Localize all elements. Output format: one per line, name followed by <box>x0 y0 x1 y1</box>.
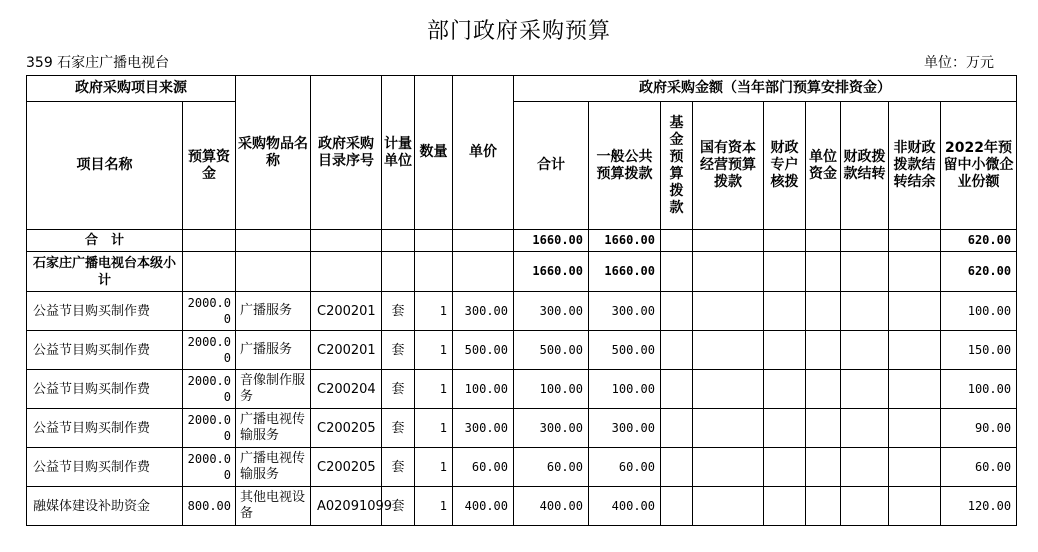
budget-fund-cell: 2000.00 <box>183 448 236 487</box>
table-row <box>27 292 1017 331</box>
catalog-no-cell: C200201 <box>311 292 382 331</box>
measure-unit-cell: 套 <box>382 292 415 331</box>
item-name-cell: 广播电视传输服务 <box>236 448 311 487</box>
header-unit-fund: 单位资金 <box>806 102 841 230</box>
catalog-no-cell: C200201 <box>311 331 382 370</box>
item-name-cell: 广播电视传输服务 <box>236 409 311 448</box>
total-cell: 100.00 <box>514 370 589 409</box>
unit-price-cell: 300.00 <box>453 409 514 448</box>
item-name-cell: 其他电视设备 <box>236 487 311 526</box>
sme-reserve-cell: 120.00 <box>941 487 1017 526</box>
catalog-no-cell: C200205 <box>311 409 382 448</box>
quantity-cell: 1 <box>415 409 453 448</box>
header-project-name: 项目名称 <box>27 102 183 230</box>
quantity-cell: 1 <box>415 487 453 526</box>
summary-total: 1660.00 <box>514 252 589 292</box>
header-fiscal-carryover: 财政拨款结转 <box>841 102 889 230</box>
unit-label: 单位：万元 <box>924 55 994 71</box>
catalog-no-cell: C200205 <box>311 448 382 487</box>
general-budget-cell: 60.00 <box>589 448 661 487</box>
total-cell: 500.00 <box>514 331 589 370</box>
header-total: 合计 <box>514 102 589 230</box>
header-state-capital: 国有资本经营预算拨款 <box>693 102 764 230</box>
summary-sme: 620.00 <box>941 252 1017 292</box>
header-sme-reserve: 2022年预留中小微企业份额 <box>941 102 1017 230</box>
summary-label: 合 计 <box>27 230 183 252</box>
unit-price-cell: 100.00 <box>453 370 514 409</box>
measure-unit-cell: 套 <box>382 409 415 448</box>
project-name-cell: 公益节目购买制作费 <box>27 292 183 331</box>
summary-row-total <box>27 230 1017 252</box>
table-row <box>27 370 1017 409</box>
header-measure-unit: 计量单位 <box>382 76 415 230</box>
catalog-no-cell: C200204 <box>311 370 382 409</box>
header-fund-budget: 基金预算拨款 <box>661 102 693 230</box>
header-source-group: 政府采购项目来源 <box>27 76 236 102</box>
summary-label: 石家庄广播电视台本级小计 <box>27 252 183 292</box>
summary-total: 1660.00 <box>514 230 589 252</box>
measure-unit-cell: 套 <box>382 487 415 526</box>
header-row-1 <box>27 76 1017 102</box>
sme-reserve-cell: 60.00 <box>941 448 1017 487</box>
header-item-name: 采购物品名称 <box>236 76 311 230</box>
summary-general: 1660.00 <box>589 252 661 292</box>
header-catalog-no: 政府采购目录序号 <box>311 76 382 230</box>
budget-fund-cell: 2000.00 <box>183 370 236 409</box>
general-budget-cell: 300.00 <box>589 292 661 331</box>
budget-fund-cell: 800.00 <box>183 487 236 526</box>
quantity-cell: 1 <box>415 331 453 370</box>
total-cell: 300.00 <box>514 292 589 331</box>
total-cell: 400.00 <box>514 487 589 526</box>
unit-price-cell: 60.00 <box>453 448 514 487</box>
unit-price-cell: 500.00 <box>453 331 514 370</box>
quantity-cell: 1 <box>415 448 453 487</box>
general-budget-cell: 500.00 <box>589 331 661 370</box>
project-name-cell: 公益节目购买制作费 <box>27 448 183 487</box>
sme-reserve-cell: 90.00 <box>941 409 1017 448</box>
catalog-no-cell: A02091099 <box>311 487 382 526</box>
header-fiscal-special: 财政专户核拨 <box>764 102 806 230</box>
budget-fund-cell: 2000.00 <box>183 331 236 370</box>
measure-unit-cell: 套 <box>382 370 415 409</box>
total-cell: 300.00 <box>514 409 589 448</box>
header-amount-group: 政府采购金额（当年部门预算安排资金） <box>514 76 1017 102</box>
project-name-cell: 公益节目购买制作费 <box>27 331 183 370</box>
unit-price-cell: 400.00 <box>453 487 514 526</box>
project-name-cell: 融媒体建设补助资金 <box>27 487 183 526</box>
project-name-cell: 公益节目购买制作费 <box>27 370 183 409</box>
general-budget-cell: 300.00 <box>589 409 661 448</box>
header-row-2 <box>27 102 1017 230</box>
page-title: 部门政府采购预算 <box>426 19 611 44</box>
summary-sme: 620.00 <box>941 230 1017 252</box>
general-budget-cell: 400.00 <box>589 487 661 526</box>
total-cell: 60.00 <box>514 448 589 487</box>
header-general-budget: 一般公共预算拨款 <box>589 102 661 230</box>
table-row <box>27 409 1017 448</box>
measure-unit-cell: 套 <box>382 448 415 487</box>
header-budget-fund: 预算资金 <box>183 102 236 230</box>
project-name-cell: 公益节目购买制作费 <box>27 409 183 448</box>
organization-label: 359 石家庄广播电视台 <box>26 55 170 71</box>
general-budget-cell: 100.00 <box>589 370 661 409</box>
quantity-cell: 1 <box>415 370 453 409</box>
table-row <box>27 487 1017 526</box>
sme-reserve-cell: 100.00 <box>941 292 1017 331</box>
budget-fund-cell: 2000.00 <box>183 409 236 448</box>
table-row <box>27 331 1017 370</box>
summary-general: 1660.00 <box>589 230 661 252</box>
header-nonfiscal-carryover: 非财政拨款结转结余 <box>889 102 941 230</box>
item-name-cell: 广播服务 <box>236 331 311 370</box>
unit-price-cell: 300.00 <box>453 292 514 331</box>
sme-reserve-cell: 100.00 <box>941 370 1017 409</box>
header-unit-price: 单价 <box>453 76 514 230</box>
procurement-budget-table <box>26 75 1017 526</box>
item-name-cell: 广播服务 <box>236 292 311 331</box>
header-quantity: 数量 <box>415 76 453 230</box>
item-name-cell: 音像制作服务 <box>236 370 311 409</box>
summary-row-subtotal <box>27 252 1017 292</box>
table-row <box>27 448 1017 487</box>
sme-reserve-cell: 150.00 <box>941 331 1017 370</box>
quantity-cell: 1 <box>415 292 453 331</box>
budget-fund-cell: 2000.00 <box>183 292 236 331</box>
measure-unit-cell: 套 <box>382 331 415 370</box>
